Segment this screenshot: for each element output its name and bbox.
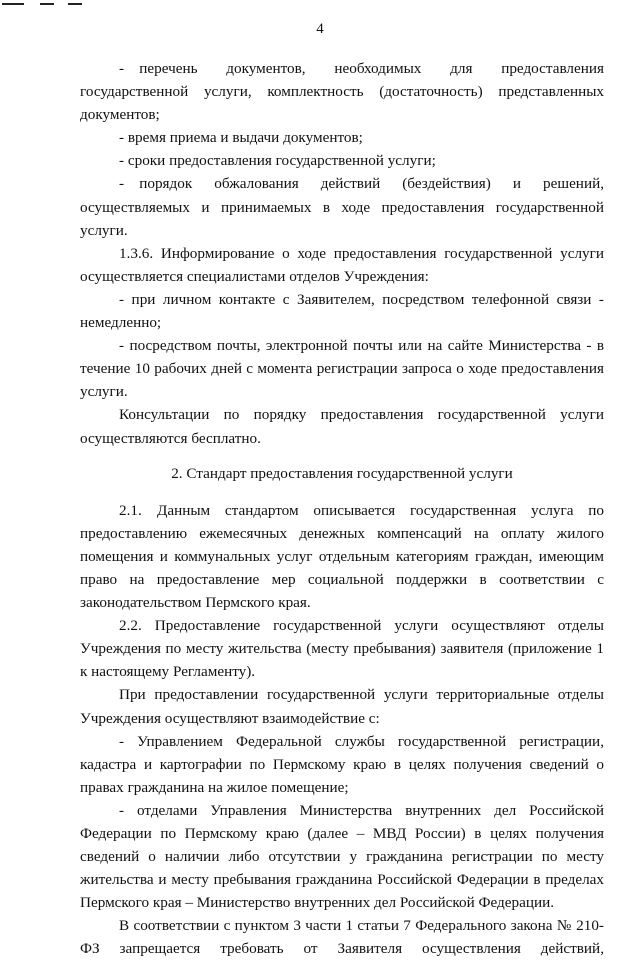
scan-mark: [68, 3, 82, 5]
list-item-documents: - перечень документов, необходимых для предоставления государственной услуги, комплектность (достаточность) представленных документов;: [80, 60, 604, 124]
scan-mark: [40, 3, 54, 5]
section-heading: 2. Стандарт предоставления государственной услуги: [171, 464, 513, 482]
paragraph-consultations: Консультации по порядку предоставления государственной услуги осуществляются бесплатно.: [80, 406, 604, 447]
list-item-mvd: - отделами Управления Министерства внутренних дел Российской Федерации по Пермскому краю (далее – МВД России) в целях получения сведений о наличии либо отсутствии у гражданина регистрации по месту жительства и месту пребывания гражданина Российской Федерации в пределах Пермского края – Министерство внутренних дел Российской Федерации.: [80, 801, 604, 912]
list-item-reception-time: - время приема и выдачи документов;: [119, 129, 363, 147]
list-item-service-terms: - сроки предоставления государственной услуги;: [119, 152, 436, 170]
paragraph-2-1: 2.1. Данным стандартом описывается государственная услуга по предоставлению ежемесячных денежных компенсаций на оплату жилого помещения и коммунальных услуг отдельным категориям граждан, имеющим право на предоставление мер социальной поддержки в соответствии с законодательством Пермского края.: [80, 501, 604, 612]
list-item-appeal-procedure: - порядок обжалования действий (бездействия) и решений, осуществляемых и принимаемых в ходе предоставления государственной услуги.: [80, 175, 604, 239]
paragraph-1-3-6: 1.3.6. Информирование о ходе предоставления государственной услуги осуществляется специалистами отделов Учреждения:: [80, 244, 604, 285]
list-item-rosreestr: - Управлением Федеральной службы государственной регистрации, кадастра и картографии по Пермскому краю в целях получения сведений о правах гражданина на жилое помещение;: [80, 732, 604, 796]
scan-mark: [2, 3, 24, 5]
page-number: 4: [316, 21, 324, 37]
paragraph-2-2: 2.2. Предоставление государственной услуги осуществляют отделы Учреждения по месту жительства (месту пребывания) заявителя (приложение 1 к настоящему Регламенту).: [80, 617, 604, 681]
paragraph-interaction: При предоставлении государственной услуги территориальные отделы Учреждения осуществляют взаимодействие с:: [80, 686, 604, 727]
list-item-personal-contact: - при личном контакте с Заявителем, посредством телефонной связи - немедленно;: [80, 290, 604, 332]
paragraph-law-210: В соответствии с пунктом 3 части 1 статьи 7 Федерального закона № 210-ФЗ запрещается требовать от Заявителя осуществления действий,: [80, 917, 604, 958]
list-item-mail-contact: - посредством почты, электронной почты или на сайте Министерства - в течение 10 рабочих дней с момента регистрации запроса о ходе предоставления услуги.: [80, 337, 604, 401]
document-body: [80, 57, 604, 961]
